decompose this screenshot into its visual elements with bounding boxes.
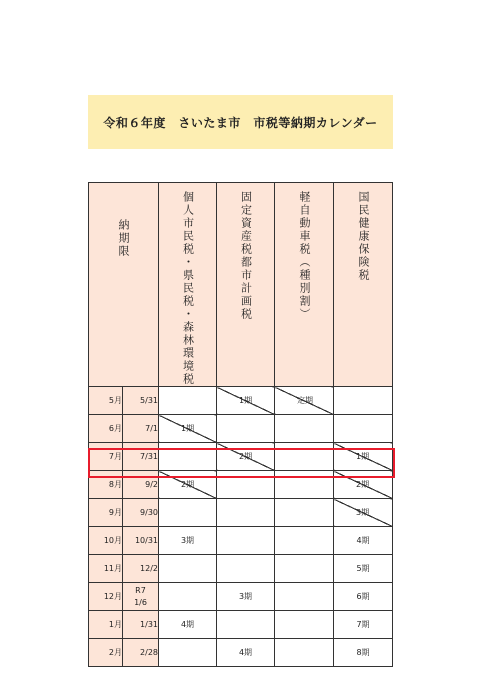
month-cell: 6月 (89, 415, 123, 443)
header-limit-text: 納期限 (117, 219, 130, 258)
kotei-cell: 4期 (217, 639, 275, 667)
kojin-cell: 2期 (159, 471, 217, 499)
due-date-cell: 12/2 (123, 555, 159, 583)
table-row (89, 639, 393, 667)
header-kojin-text: 個人市民税・県民税・森林環境税 (181, 191, 195, 386)
month-cell: 5月 (89, 387, 123, 415)
table-row (89, 387, 393, 415)
month-cell: 11月 (89, 555, 123, 583)
kojin-cell (159, 387, 217, 415)
table-row (89, 555, 393, 583)
due-date-cell: 9/2 (123, 471, 159, 499)
due-date-cell: 9/30 (123, 499, 159, 527)
month-cell: 10月 (89, 527, 123, 555)
kotei-cell (217, 527, 275, 555)
kokuho-cell: 8期 (334, 639, 393, 667)
kokuho-cell: 2期 (334, 471, 393, 499)
header-kotei-text: 固定資産税都市計画税 (239, 191, 253, 321)
kokuho-cell: 3期 (334, 499, 393, 527)
due-date-cell: 10/31 (123, 527, 159, 555)
kokuho-cell (334, 387, 393, 415)
month-cell: 7月 (89, 443, 123, 471)
kei-cell (275, 499, 334, 527)
kotei-cell (217, 555, 275, 583)
header-kojin (159, 183, 217, 387)
month-cell: 12月 (89, 583, 123, 611)
due-date-cell: 1/31 (123, 611, 159, 639)
kei-cell (275, 555, 334, 583)
header-kokuho-text: 国民健康保険税 (357, 191, 370, 282)
due-date-cell (123, 583, 159, 611)
month-cell: 9月 (89, 499, 123, 527)
due-date-cell: 5/31 (123, 387, 159, 415)
due-date-cell: 7/1 (123, 415, 159, 443)
page-title-text: 令和６年度 さいたま市 市税等納期カレンダー (103, 115, 378, 130)
kojin-cell (159, 639, 217, 667)
table-row (89, 583, 393, 611)
kokuho-cell: 4期 (334, 527, 393, 555)
table-row (89, 443, 393, 471)
header-row (89, 183, 393, 387)
kei-cell (275, 471, 334, 499)
kojin-cell (159, 583, 217, 611)
kojin-cell (159, 443, 217, 471)
kotei-cell (217, 471, 275, 499)
page-title (88, 95, 393, 149)
kotei-cell: 3期 (217, 583, 275, 611)
table-row (89, 499, 393, 527)
kei-cell (275, 443, 334, 471)
kokuho-cell (334, 415, 393, 443)
kokuho-cell: 5期 (334, 555, 393, 583)
kotei-cell (217, 499, 275, 527)
kei-cell (275, 639, 334, 667)
kokuho-cell: 7期 (334, 611, 393, 639)
month-cell: 8月 (89, 471, 123, 499)
kei-cell (275, 527, 334, 555)
kojin-cell: 3期 (159, 527, 217, 555)
month-cell: 2月 (89, 639, 123, 667)
kojin-cell (159, 499, 217, 527)
kei-cell (275, 611, 334, 639)
kokuho-cell: 1期 (334, 443, 393, 471)
kotei-cell (217, 415, 275, 443)
header-kei-text: 軽自動車税（種別割） (298, 191, 311, 321)
month-cell: 1月 (89, 611, 123, 639)
table-row-highlighted (89, 527, 393, 555)
kojin-cell: 1期 (159, 415, 217, 443)
due-date-cell: 7/31 (123, 443, 159, 471)
due-date-line1: R7 (135, 585, 146, 595)
kojin-cell: 4期 (159, 611, 217, 639)
kojin-cell (159, 555, 217, 583)
due-date-line2: 1/6 (134, 597, 147, 607)
kotei-cell: 1期 (217, 387, 275, 415)
tax-calendar-table (88, 182, 393, 667)
table-row (89, 611, 393, 639)
kei-cell (275, 583, 334, 611)
kei-cell: 定期 (275, 387, 334, 415)
header-kotei (217, 183, 275, 387)
table-row (89, 471, 393, 499)
kokuho-cell: 6期 (334, 583, 393, 611)
table-row (89, 415, 393, 443)
kei-cell (275, 415, 334, 443)
header-kokuho (334, 183, 393, 387)
due-date-cell: 2/28 (123, 639, 159, 667)
header-kei (275, 183, 334, 387)
kotei-cell: 2期 (217, 443, 275, 471)
kotei-cell (217, 611, 275, 639)
header-limit (89, 183, 159, 387)
